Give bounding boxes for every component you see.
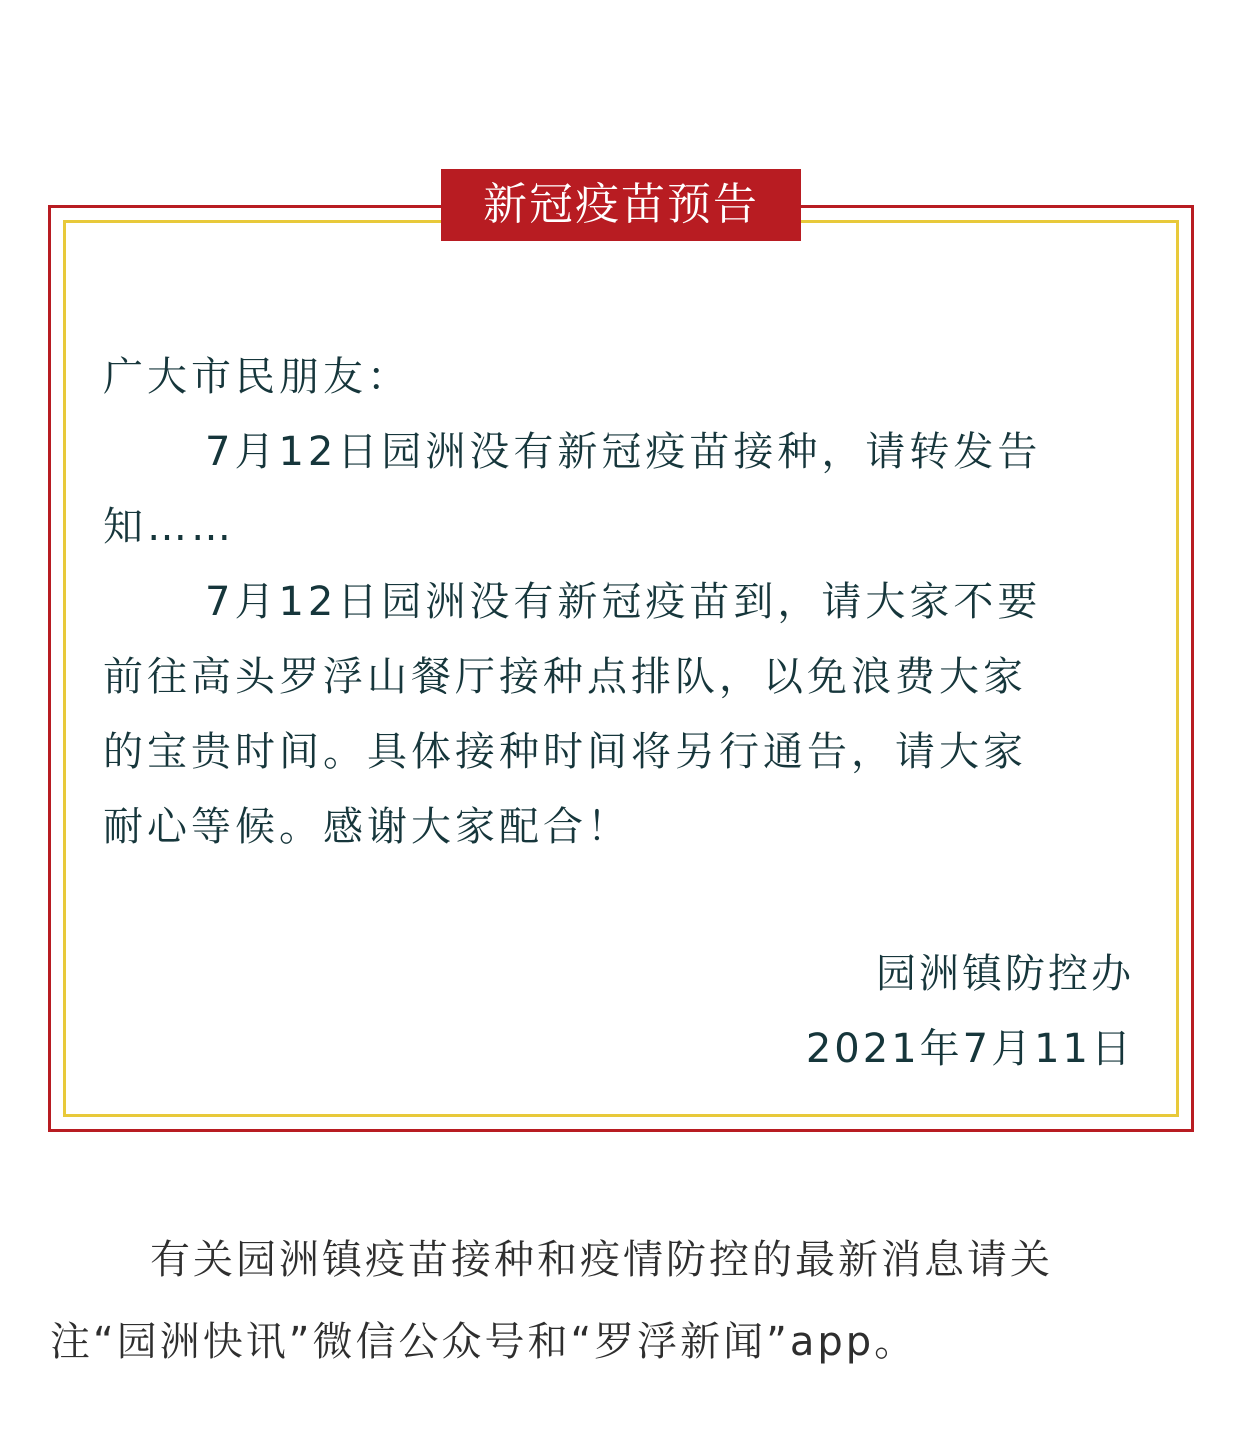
notice-greeting: 广大市民朋友：: [103, 354, 411, 400]
notice-signature: 园洲镇防控办: [876, 951, 1134, 997]
notice-line: 的宝贵时间。具体接种时间将另行通告，请大家: [103, 729, 1027, 775]
notice-title: 新冠疫苗预告: [483, 179, 759, 230]
notice-date: 2021年7月11日: [805, 1026, 1134, 1072]
footer-line: 有关园洲镇疫苗接种和疫情防控的最新消息请关: [150, 1237, 1053, 1283]
notice-line: 耐心等候。感谢大家配合！: [103, 804, 631, 850]
notice-line: 前往高头罗浮山餐厅接种点排队，以免浪费大家: [103, 654, 1027, 700]
notice-line: 7月12日园洲没有新冠疫苗接种，请转发告: [205, 429, 1042, 475]
notice-title-banner: [441, 169, 801, 241]
notice-line: 7月12日园洲没有新冠疫苗到，请大家不要: [205, 579, 1042, 625]
footer-line: 注“园洲快讯”微信公众号和“罗浮新闻”app。: [50, 1319, 918, 1365]
notice-line: 知……: [103, 504, 235, 550]
